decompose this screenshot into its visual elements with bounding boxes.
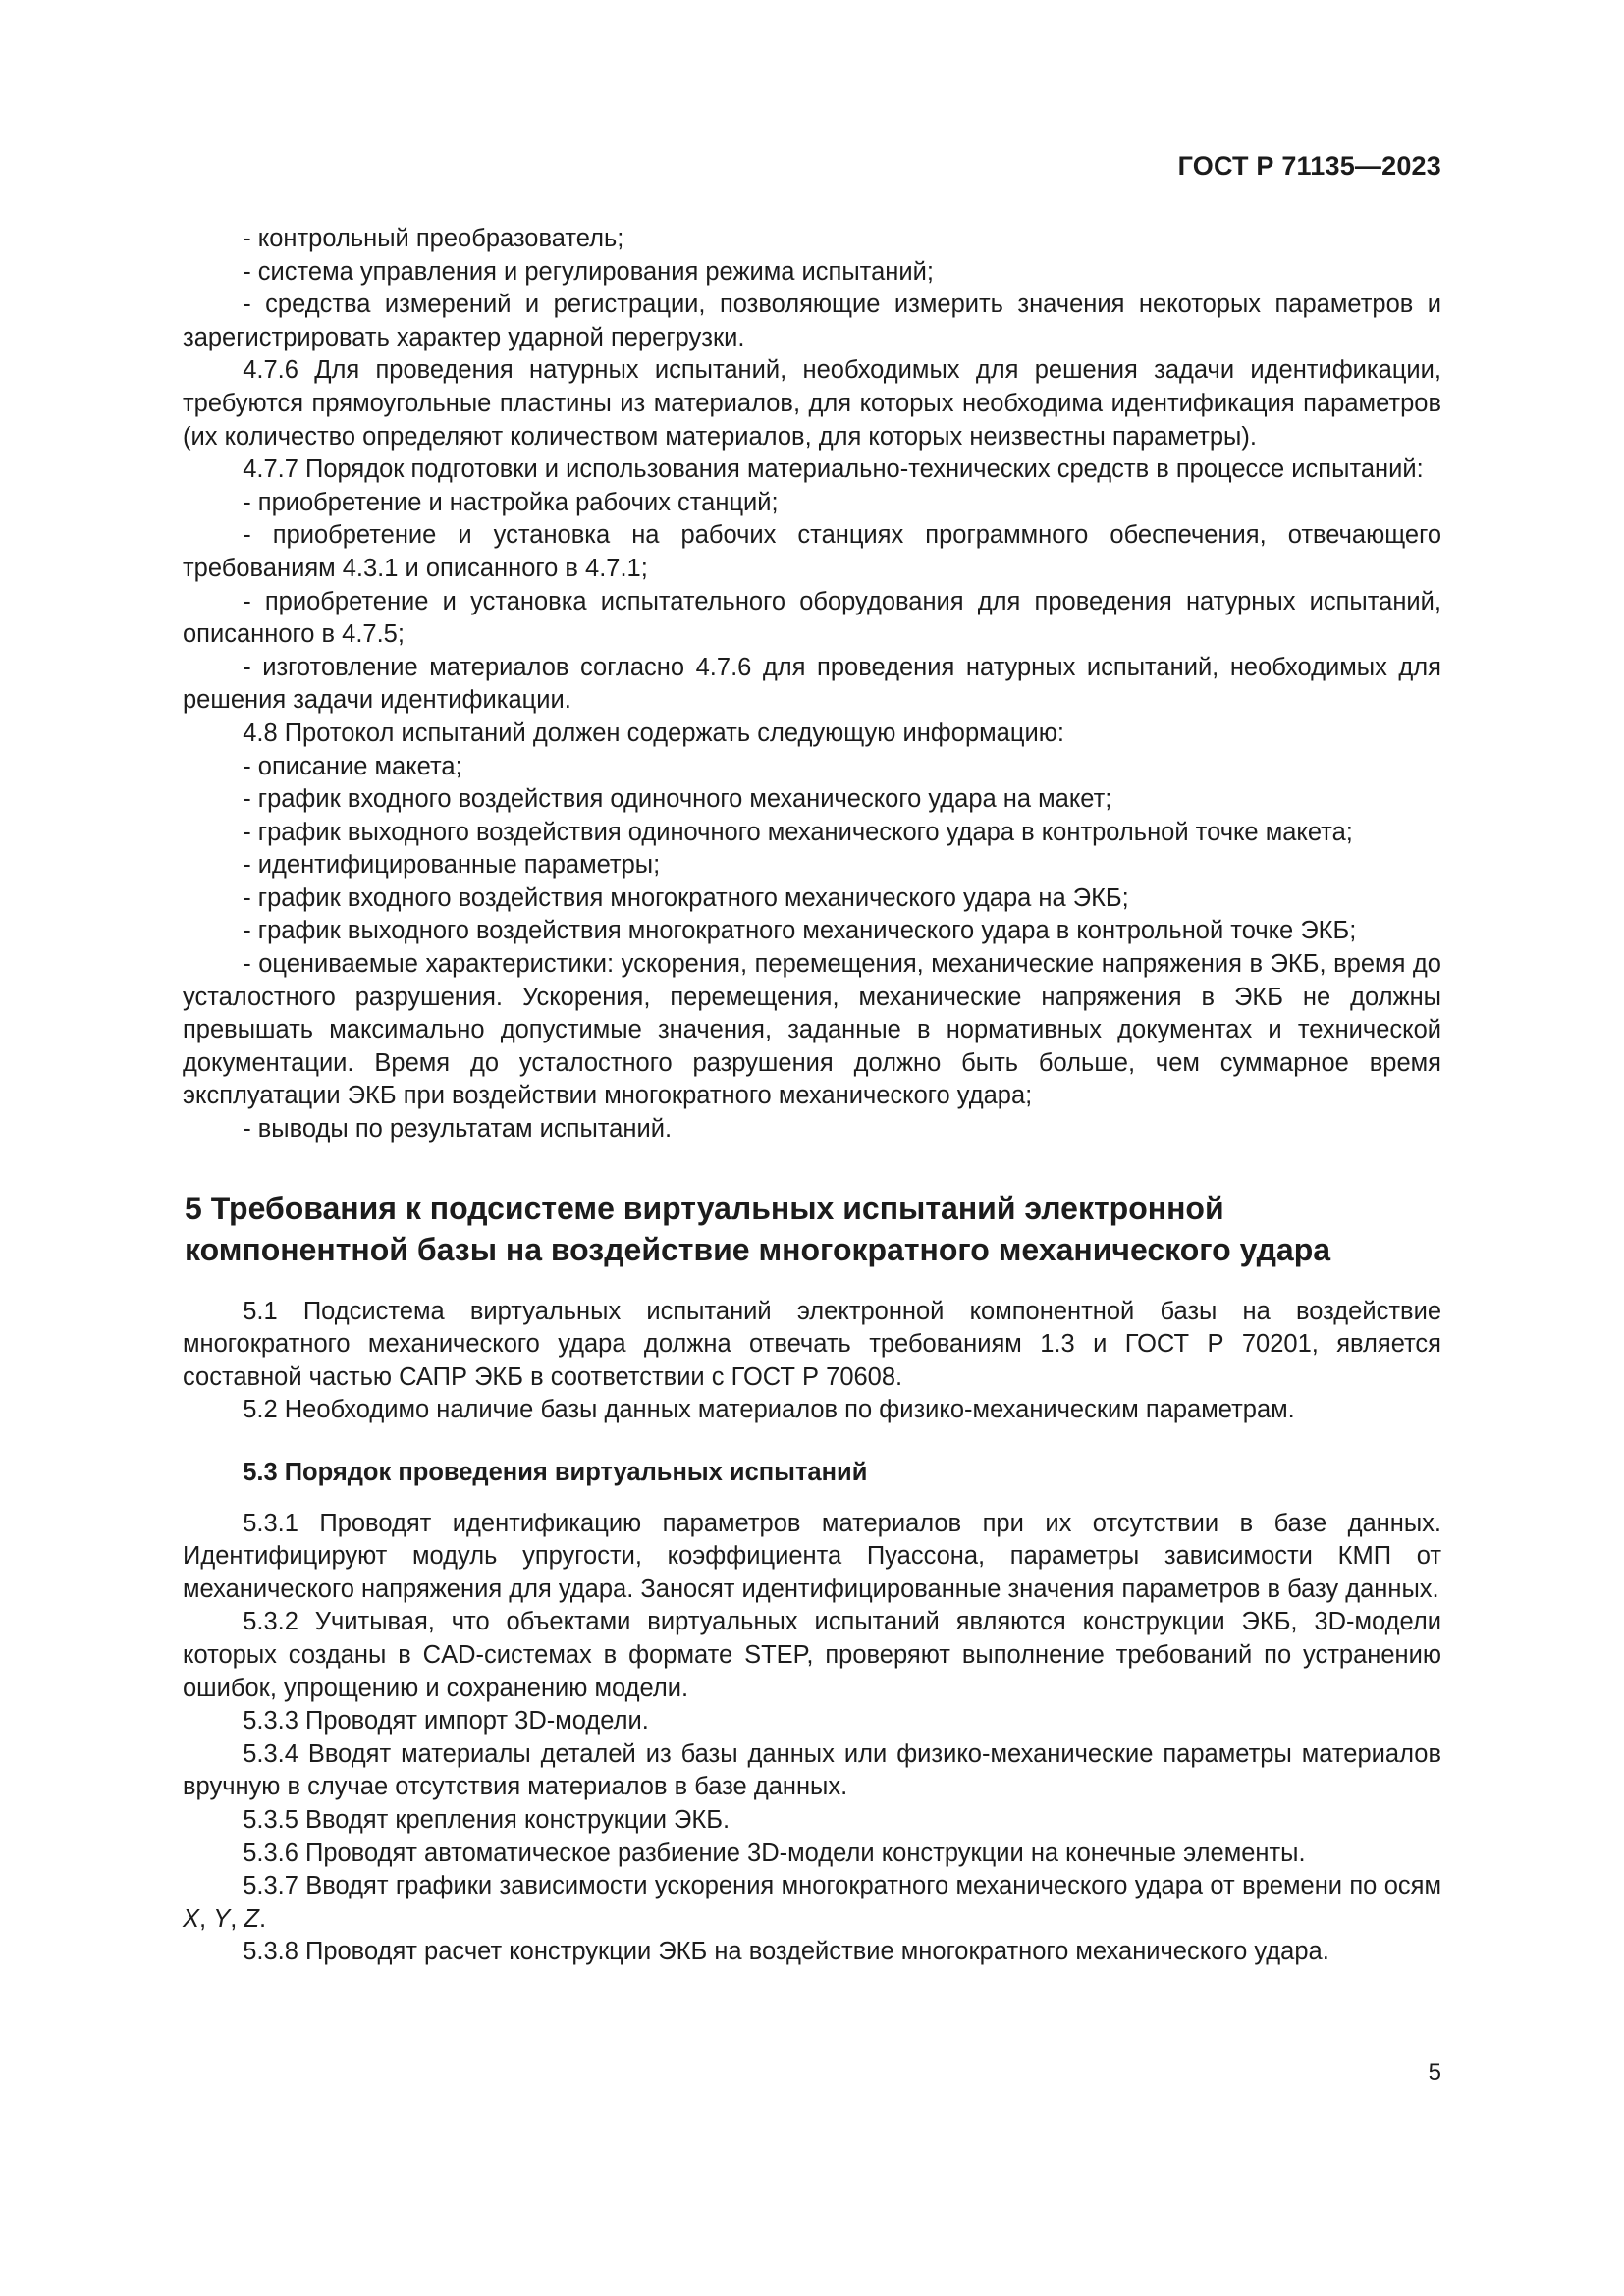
clause-5-3-7 <box>183 1870 1441 1936</box>
page-number: 5 <box>1428 2059 1441 2086</box>
clause-5-3-6: 5.3.6 Проводят автоматическое разбиение 3D-модели конструкции на конечные элементы. <box>243 1839 1306 1867</box>
clause-5-3-3: 5.3.3 Проводят импорт 3D-модели. <box>243 1707 649 1735</box>
list-item: - график входного воздействия многократного механического удара на ЭКБ; <box>243 883 1129 912</box>
period: . <box>258 1904 267 1933</box>
list-item: - оцениваемые характеристики: ускорения, перемещения, механические напряжения в ЭКБ, время до усталостного разрушения. Ускорения, перемещения, механические напряжения в ЭКБ не должны превышать максимально допустимые значения, заданные в нормативных документах и технической документации. Время до усталостного разрушения должно быть больше, чем суммарное время эксплуатации ЭКБ при воздействии многократного механического удара; <box>183 950 1441 1110</box>
clause-4-8: 4.8 Протокол испытаний должен содержать следующую информацию: <box>243 719 1064 747</box>
list-item: - график выходного воздействия многократного механического удара в контрольной точке ЭКБ; <box>243 917 1357 945</box>
clause-5-3-2: 5.3.2 Учитывая, что объектами виртуальных испытаний являются конструкции ЭКБ, 3D-модели которых созданы в CAD-системах в формате STEP, проверяют выполнение требований по устранению ошибок, упрощению и сохранению модели. <box>183 1608 1441 1702</box>
list-item: - идентифицированные параметры; <box>243 851 661 880</box>
clause-4-7-6: 4.7.6 Для проведения натурных испытаний, необходимых для решения задачи идентификации, требуются прямоугольные пластины из материалов, для которых необходима идентификация параметров (их количество определяют количеством материалов, для которых неизвестны параметры). <box>183 356 1441 451</box>
axis-y-label: Y <box>213 1904 231 1933</box>
section-5-heading: 5 Требования к подсистеме виртуальных испытаний электронной компонентной базы на воздействие многократного механического удара <box>185 1190 1331 1267</box>
list-item: - приобретение и установка испытательного оборудования для проведения натурных испытаний, описанного в 4.7.5; <box>183 587 1441 649</box>
clause-5-3-7-text: 5.3.7 Вводят графики зависимости ускорения многократного механического удара от времени по осям <box>243 1872 1441 1900</box>
list-item: - приобретение и установка на рабочих станциях программного обеспечения, отвечающего требованиям 4.3.1 и описанного в 4.7.1; <box>183 521 1441 582</box>
list-item: - график входного воздействия одиночного механического удара на макет; <box>243 785 1112 814</box>
clause-5-3-heading: 5.3 Порядок проведения виртуальных испытаний <box>243 1459 868 1486</box>
axis-x-label: X <box>183 1904 200 1933</box>
clause-4-7-7: 4.7.7 Порядок подготовки и использования материально-технических средств в процессе испытаний: <box>243 455 1424 484</box>
list-item: - график выходного воздействия одиночного механического удара в контрольной точке макета; <box>243 818 1353 846</box>
clause-5-3-4: 5.3.4 Вводят материалы деталей из базы данных или физико-механические параметры материалов вручную в случае отсутствия материалов в базе данных. <box>183 1739 1441 1801</box>
clause-5-3-8: 5.3.8 Проводят расчет конструкции ЭКБ на воздействие многократного механического удара. <box>243 1938 1329 1966</box>
document-code: ГОСТ Р 71135—2023 <box>1177 151 1441 181</box>
list-item: - приобретение и настройка рабочих станций; <box>243 488 779 516</box>
axis-z-label: Z <box>244 1904 259 1933</box>
page-body <box>183 223 1441 1969</box>
separator: , <box>199 1904 214 1933</box>
clause-5-2: 5.2 Необходимо наличие базы данных материалов по физико-механическим параметрам. <box>243 1396 1295 1424</box>
list-item: - выводы по результатам испытаний. <box>243 1115 673 1144</box>
clause-5-3-1: 5.3.1 Проводят идентификацию параметров материалов при их отсутствии в базе данных. Идентифицируют модуль упругости, коэффициента Пуассона, параметры зависимости КМП от механического напряжения для удара. Заносят идентифицированные значения параметров в базу данных. <box>183 1509 1441 1603</box>
clause-5-1: 5.1 Подсистема виртуальных испытаний электронной компонентной базы на воздействие многократного механического удара должна отвечать требованиям 1.3 и ГОСТ Р 70201, является составной частью САПР ЭКБ в соответствии с ГОСТ Р 70608. <box>183 1297 1441 1391</box>
clause-5-3-5: 5.3.5 Вводят крепления конструкции ЭКБ. <box>243 1805 731 1834</box>
list-item: - описание макета; <box>243 752 462 780</box>
list-item: - контрольный преобразователь; <box>243 225 624 252</box>
separator: , <box>230 1904 244 1933</box>
list-item: - изготовление материалов согласно 4.7.6 для проведения натурных испытаний, необходимых для решения задачи идентификации. <box>183 653 1441 715</box>
list-item: - средства измерений и регистрации, позволяющие измерить значения некоторых параметров и зарегистрировать характер ударной перегрузки. <box>183 291 1441 351</box>
list-item: - система управления и регулирования режима испытаний; <box>243 257 934 286</box>
